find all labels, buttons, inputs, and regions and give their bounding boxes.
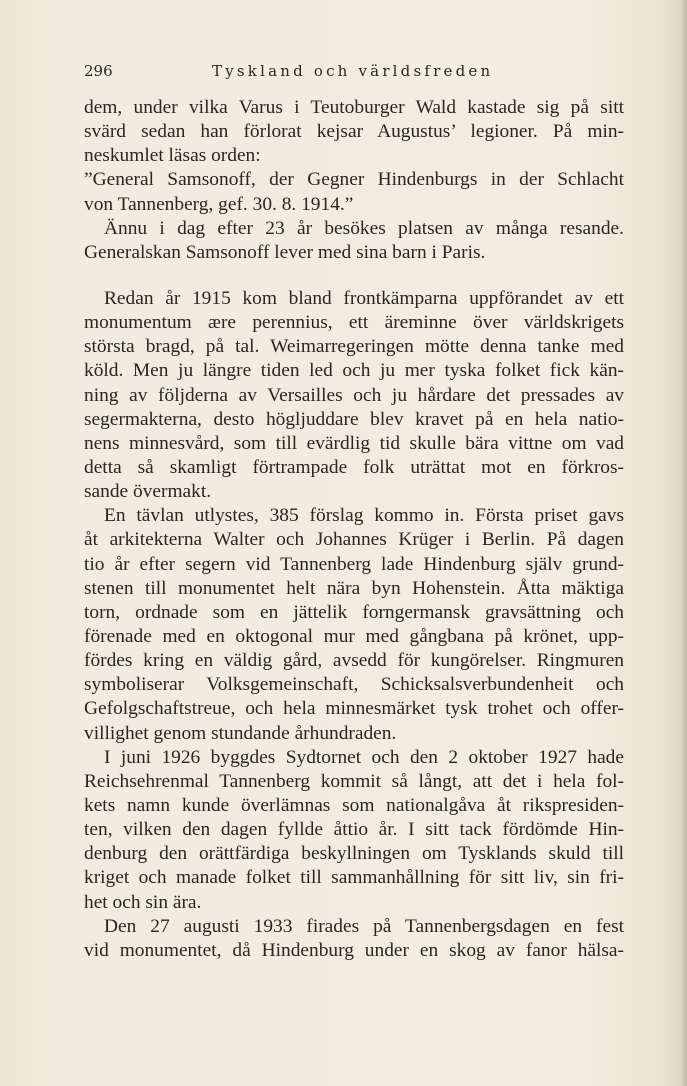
text-line: neskumlet läsas orden: [84, 145, 261, 167]
text-line: En tävlan utlystes, 385 förslag kommo in. Första priset gavs [104, 505, 624, 527]
body-text [84, 96, 624, 963]
text-line: Den 27 augusti 1933 firades på Tannenbergsdagen en fest [104, 915, 624, 937]
text-line: tio år efter segern vid Tannenberg lade Hindenburg själv grund- [84, 553, 624, 575]
text-line: ten, vilken den dagen fyllde åttio år. I sitt tack fördömde Hin- [84, 819, 624, 841]
text-line: kets namn kunde överlämnas som nationalgåva åt rikspresiden- [84, 794, 624, 816]
text-line: Ännu i dag efter 23 år besökes platsen av många resande. [104, 217, 624, 239]
paragraph-gap [84, 265, 624, 287]
text-line: ning av följderna av Versailles och ju hårdare det pressades av [84, 384, 624, 406]
text-line: villighet genom stundande århundraden. [84, 722, 397, 744]
text-line: ”General Samsonoff, der Gegner Hindenburgs in der Schlacht [84, 169, 624, 191]
text-line: köld. Men ju längre tiden led och ju mer tyska folket fick kän- [84, 360, 624, 382]
text-line: symboliserar Volksgemeinschaft, Schicksalsverbundenheit och [84, 674, 624, 696]
text-line: nens minnesvård, som till evärdlig tid skulle bära vittne om vad [84, 432, 624, 454]
text-line: svärd sedan han förlorat kejsar Augustus’ legioner. På min- [84, 121, 624, 143]
text-line: åt arkitekterna Walter och Johannes Krüger i Berlin. På dagen [84, 529, 624, 551]
text-line: kriget och manade folket till sammanhållning för sitt liv, sin fri- [84, 867, 624, 889]
page-number: 296 [84, 62, 113, 80]
text-line: Reichsehrenmal Tannenberg kommit så långt, att det i hela fol- [84, 770, 624, 792]
text-line: detta så skamligt förtrampade folk uträttat mot en förkros- [84, 456, 624, 478]
text-line: torn, ordnade som en jättelik forngermansk gravsättning och [84, 601, 624, 623]
text-line: dem, under vilka Varus i Teutoburger Wald kastade sig på sitt [84, 97, 624, 118]
text-line: stenen till monumentet helt nära byn Hohenstein. Åtta mäktiga [84, 577, 624, 599]
text-line: denburg den orättfärdiga beskyllningen om Tysklands skuld till [84, 843, 624, 865]
text-line: monumentum ære perennius, ett äreminne över världskrigets [84, 312, 624, 334]
text-line: von Tannenberg, gef. 30. 8. 1914.” [84, 193, 354, 215]
text-line: sande övermakt. [84, 481, 212, 503]
text-line: het och sin ära. [84, 891, 202, 913]
page-header [84, 62, 624, 86]
text-line: vid monumentet, då Hindenburg under en skog av fanor hälsa- [84, 939, 624, 961]
running-title: Tyskland och världsfreden [212, 62, 494, 80]
page-edge-shadow [681, 0, 687, 1086]
text-line: segermakterna, desto högljuddare blev kravet på en hela natio- [84, 408, 624, 430]
text-line: största bragd, på tal. Weimarregeringen mötte denna tanke med [84, 336, 624, 358]
text-line: I juni 1926 byggdes Sydtornet och den 2 oktober 1927 hade [104, 746, 624, 768]
text-line: Redan år 1915 kom bland frontkämparna uppförandet av ett [104, 287, 624, 309]
text-line: Generalskan Samsonoff lever med sina barn i Paris. [84, 241, 486, 263]
text-line: fördes kring en väldig gård, avsedd för kungörelser. Ringmuren [84, 650, 624, 672]
text-line: Gefolgschaftstreue, och hela minnesmärket tysk trohet och offer- [84, 698, 624, 720]
text-line: förenade med en oktogonal mur med gångbana på krönet, upp- [84, 625, 624, 647]
